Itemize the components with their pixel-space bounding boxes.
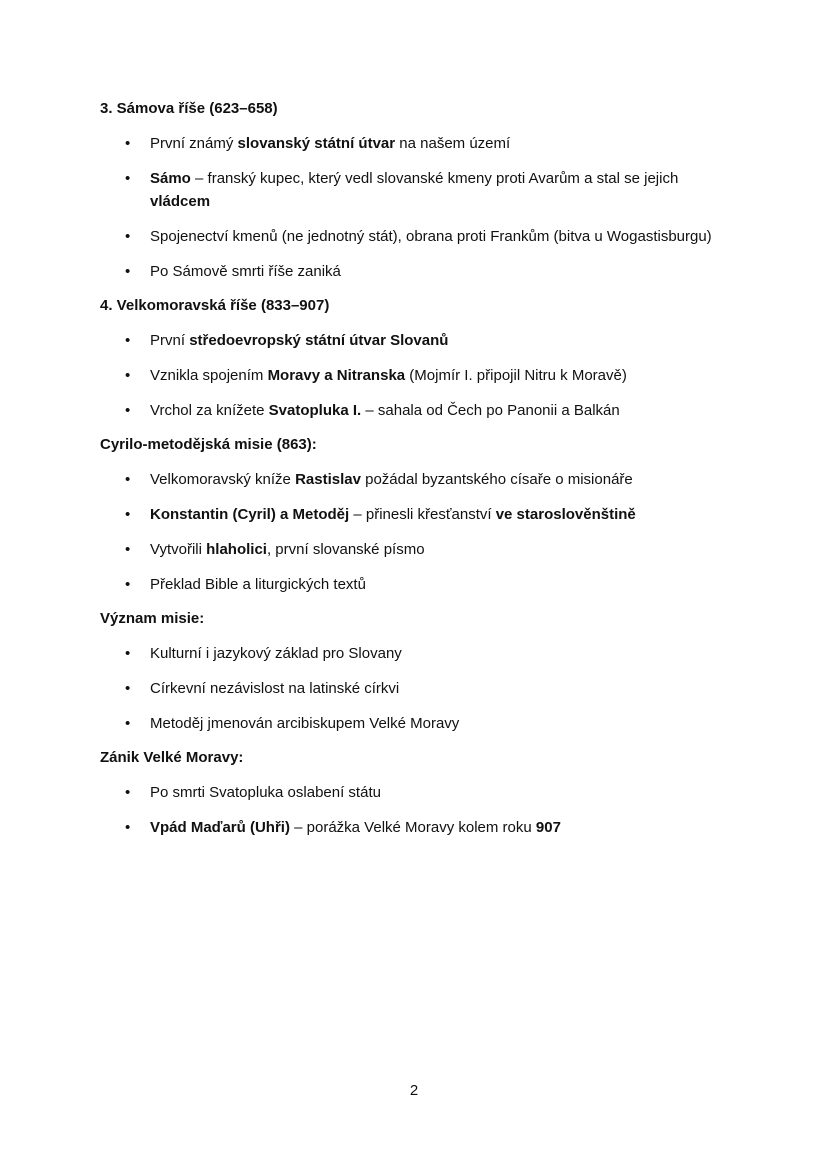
list-item xyxy=(100,468,740,491)
bullet-icon: • xyxy=(125,135,131,152)
bold-text: Vpád Maďarů (Uhři) xyxy=(150,819,290,836)
bullet-list xyxy=(100,329,740,422)
bullet-icon: • xyxy=(125,819,131,836)
text-run: Vznikla spojením xyxy=(150,367,268,384)
text-run: – sahala od Čech po Panonii a Balkán xyxy=(361,402,620,419)
list-item xyxy=(100,167,740,213)
text-run: Metoděj jmenován arcibiskupem Velké Moravy xyxy=(150,715,460,732)
bullet-icon: • xyxy=(125,541,131,558)
text-run: Po smrti Svatopluka oslabení státu xyxy=(150,784,381,801)
list-item xyxy=(100,642,740,665)
text-run: – porážka Velké Moravy kolem roku xyxy=(289,819,536,836)
bullet-icon: • xyxy=(125,263,131,280)
bullet-icon: • xyxy=(125,471,131,488)
bullet-icon: • xyxy=(125,784,131,801)
bold-text: Svatopluka I. xyxy=(268,402,362,419)
text-run: (Mojmír I. připojil Nitru k Moravě) xyxy=(405,367,627,384)
text-run: Překlad Bible a liturgických textů xyxy=(150,576,366,593)
text-run: Vrchol za knížete xyxy=(150,402,269,419)
list-item xyxy=(100,329,740,352)
text-run: – franský kupec, který vedl slovanské kmeny proti Avarům a stal se jejich xyxy=(190,170,679,187)
text-run: Po Sámově smrti říše zaniká xyxy=(150,263,341,280)
list-item xyxy=(100,132,740,155)
list-item xyxy=(100,781,740,804)
bullet-icon: • xyxy=(125,332,131,349)
text-run: Církevní nezávislost na latinské církvi xyxy=(150,680,400,697)
text-run: Velkomoravský kníže xyxy=(150,471,296,488)
bold-text: Rastislav xyxy=(295,471,361,488)
list-item xyxy=(100,538,740,561)
text-run: Spojenectví kmenů (ne jednotný stát), obrana proti Frankům (bitva u Wogastisburgu) xyxy=(150,228,712,245)
list-item xyxy=(100,816,740,839)
bullet-list xyxy=(100,781,740,839)
list-item xyxy=(100,503,740,526)
text-run: – přinesli křesťanství xyxy=(349,506,496,523)
list-item xyxy=(100,225,740,248)
section-heading: Zánik Velké Moravy: xyxy=(100,749,244,766)
text-run: První xyxy=(150,332,190,349)
list-item xyxy=(100,677,740,700)
document-content xyxy=(100,98,740,851)
text-run: , první slovanské písmo xyxy=(266,541,425,558)
bold-text: středoevropský státní útvar Slovanů xyxy=(189,332,449,349)
bullet-list xyxy=(100,642,740,735)
section-heading: 3. Sámova říše (623–658) xyxy=(100,100,278,117)
bullet-list xyxy=(100,132,740,283)
bullet-icon: • xyxy=(125,715,131,732)
bullet-icon: • xyxy=(125,576,131,593)
bold-text: Konstantin (Cyril) a Metoděj xyxy=(150,506,350,523)
text-run: požádal byzantského císaře o misionáře xyxy=(360,471,633,488)
section-heading: Cyrilo-metodějská misie (863): xyxy=(100,436,317,453)
section-heading: Význam misie: xyxy=(100,610,205,627)
bullet-icon: • xyxy=(125,402,131,419)
bullet-icon: • xyxy=(125,367,131,384)
bold-text: slovanský státní útvar xyxy=(237,135,396,152)
text-run: Vytvořili xyxy=(150,541,207,558)
bullet-icon: • xyxy=(125,645,131,662)
list-item xyxy=(100,399,740,422)
list-item xyxy=(100,712,740,735)
bold-text: ve staroslověnštině xyxy=(495,506,636,523)
bold-text: 907 xyxy=(535,819,561,836)
bullet-icon: • xyxy=(125,506,131,523)
bold-text: Moravy a Nitranska xyxy=(267,367,406,384)
bold-text: Sámo xyxy=(150,170,191,187)
text-run: Kulturní i jazykový základ pro Slovany xyxy=(150,645,402,662)
list-item xyxy=(100,364,740,387)
list-item xyxy=(100,573,740,596)
section-heading: 4. Velkomoravská říše (833–907) xyxy=(100,297,330,314)
bold-text: hlaholici xyxy=(206,541,267,558)
page-number: 2 xyxy=(409,1082,419,1099)
list-item xyxy=(100,260,740,283)
bold-text: vládcem xyxy=(150,193,211,210)
bullet-list xyxy=(100,468,740,596)
bullet-icon: • xyxy=(125,170,131,187)
bullet-icon: • xyxy=(125,228,131,245)
text-run: na našem území xyxy=(395,135,511,152)
text-run: První známý xyxy=(150,135,238,152)
bullet-icon: • xyxy=(125,680,131,697)
